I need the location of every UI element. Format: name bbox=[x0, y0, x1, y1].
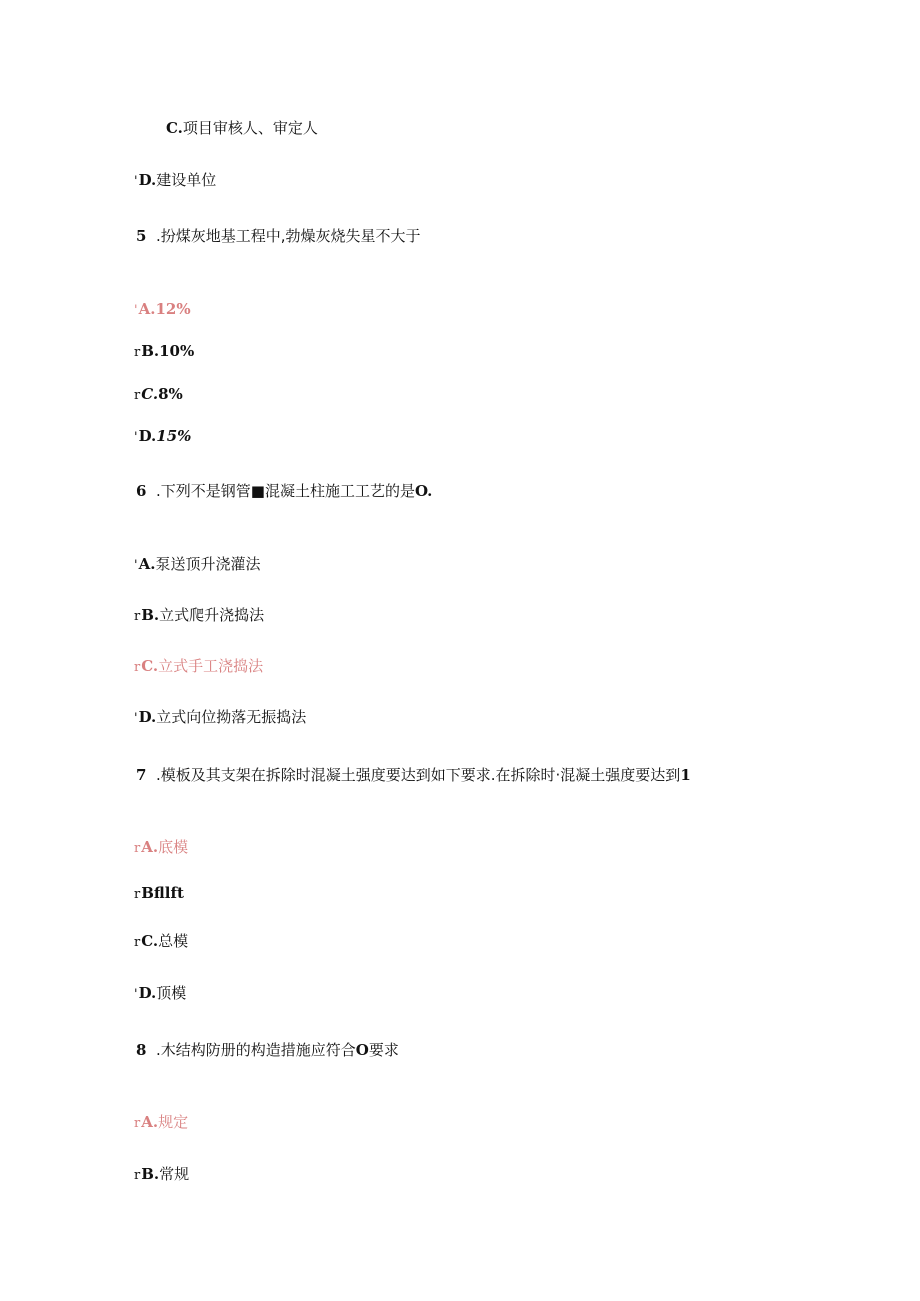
question-text-part: 要求 bbox=[368, 1041, 399, 1059]
radio-mark: ' bbox=[134, 987, 138, 1002]
question-text-end: O. bbox=[414, 482, 433, 500]
radio-mark: r bbox=[134, 1168, 141, 1183]
radio-mark: ' bbox=[134, 174, 138, 189]
option-letter: C. bbox=[141, 385, 159, 403]
option-text: 立式手工浇捣法 bbox=[158, 657, 264, 675]
q6-option-b bbox=[134, 605, 264, 627]
question-5 bbox=[136, 226, 421, 246]
q7-option-c bbox=[134, 931, 188, 953]
q7-option-b bbox=[134, 883, 184, 905]
option-letter: B. bbox=[141, 1165, 160, 1183]
option-letter: D. bbox=[138, 171, 157, 189]
q8-option-b bbox=[134, 1164, 189, 1186]
question-text bbox=[156, 1041, 399, 1059]
question-number: 7 bbox=[136, 766, 147, 784]
question-number: 6 bbox=[136, 482, 147, 500]
q6-option-a bbox=[134, 554, 260, 576]
q6-option-c bbox=[134, 656, 263, 678]
option-text: 泵送顶升浇灌法 bbox=[155, 555, 261, 573]
option-text: 规定 bbox=[158, 1113, 189, 1131]
question-text bbox=[156, 766, 691, 784]
option-letter: B. bbox=[141, 342, 160, 360]
option-letter: Bfllft bbox=[141, 884, 184, 902]
option-text: 10% bbox=[159, 342, 195, 360]
option-text: 15% bbox=[156, 427, 192, 445]
square-mark: ■ bbox=[250, 482, 265, 500]
question-text-part: .模板及其支架在拆除时混凝土强度要达到如下要求.在拆除时·混凝土强度要达到 bbox=[156, 766, 681, 784]
radio-mark: ' bbox=[134, 558, 138, 573]
radio-mark: r bbox=[134, 660, 141, 675]
q5-option-d bbox=[134, 426, 191, 448]
question-6 bbox=[136, 481, 432, 501]
question-text: .扮煤灰地基工程中,勃燥灰烧失星不大于 bbox=[156, 227, 421, 245]
option-letter: A. bbox=[138, 300, 156, 318]
radio-mark: r bbox=[134, 887, 141, 902]
option-text: 常规 bbox=[159, 1165, 190, 1183]
option-letter: D. bbox=[138, 427, 157, 445]
option-text: 立式爬升浇捣法 bbox=[159, 606, 265, 624]
radio-mark: r bbox=[134, 609, 141, 624]
option-letter: A. bbox=[141, 838, 159, 856]
option-letter: C. bbox=[141, 657, 159, 675]
radio-mark: r bbox=[134, 841, 141, 856]
question-8 bbox=[136, 1040, 399, 1060]
q7-option-a bbox=[134, 837, 188, 859]
option-letter: C. bbox=[141, 932, 159, 950]
option-letter: C. bbox=[166, 119, 183, 137]
option-text: 8% bbox=[158, 385, 183, 403]
option-letter: A. bbox=[138, 555, 156, 573]
radio-mark: ' bbox=[134, 711, 138, 726]
option-text: 总模 bbox=[158, 932, 189, 950]
question-text-part: 混凝土柱施工工艺的是 bbox=[264, 482, 415, 500]
q7-option-d bbox=[134, 983, 186, 1005]
option-c-prev bbox=[166, 118, 318, 138]
option-d-prev bbox=[134, 170, 216, 192]
option-text: 建设单位 bbox=[156, 171, 217, 189]
option-text: 12% bbox=[155, 300, 191, 318]
option-letter: D. bbox=[138, 708, 157, 726]
q5-option-a bbox=[134, 299, 191, 321]
radio-mark: r bbox=[134, 388, 141, 403]
option-text: 项目审核人、审定人 bbox=[182, 119, 318, 137]
radio-mark: r bbox=[134, 345, 141, 360]
radio-mark: ' bbox=[134, 303, 138, 318]
option-text: 立式向位拗落无振捣法 bbox=[156, 708, 307, 726]
question-text-part: .木结构防册的构造措施应符合 bbox=[156, 1041, 356, 1059]
question-text bbox=[156, 482, 432, 500]
option-text: 顶模 bbox=[156, 984, 187, 1002]
option-letter: B. bbox=[141, 606, 160, 624]
q6-option-d bbox=[134, 707, 306, 729]
radio-mark: r bbox=[134, 1116, 141, 1131]
question-number: 5 bbox=[136, 227, 147, 245]
option-letter: D. bbox=[138, 984, 157, 1002]
question-7 bbox=[136, 765, 691, 785]
option-text: 底模 bbox=[158, 838, 189, 856]
question-text-part: .下列不是钢管 bbox=[156, 482, 251, 500]
radio-mark: ' bbox=[134, 430, 138, 445]
question-text-blank: O bbox=[355, 1041, 369, 1059]
radio-mark: r bbox=[134, 935, 141, 950]
question-text-end: 1 bbox=[680, 766, 691, 784]
q8-option-a bbox=[134, 1112, 188, 1134]
question-number: 8 bbox=[136, 1041, 147, 1059]
q5-option-c bbox=[134, 384, 183, 406]
q5-option-b bbox=[134, 341, 194, 363]
option-letter: A. bbox=[141, 1113, 159, 1131]
